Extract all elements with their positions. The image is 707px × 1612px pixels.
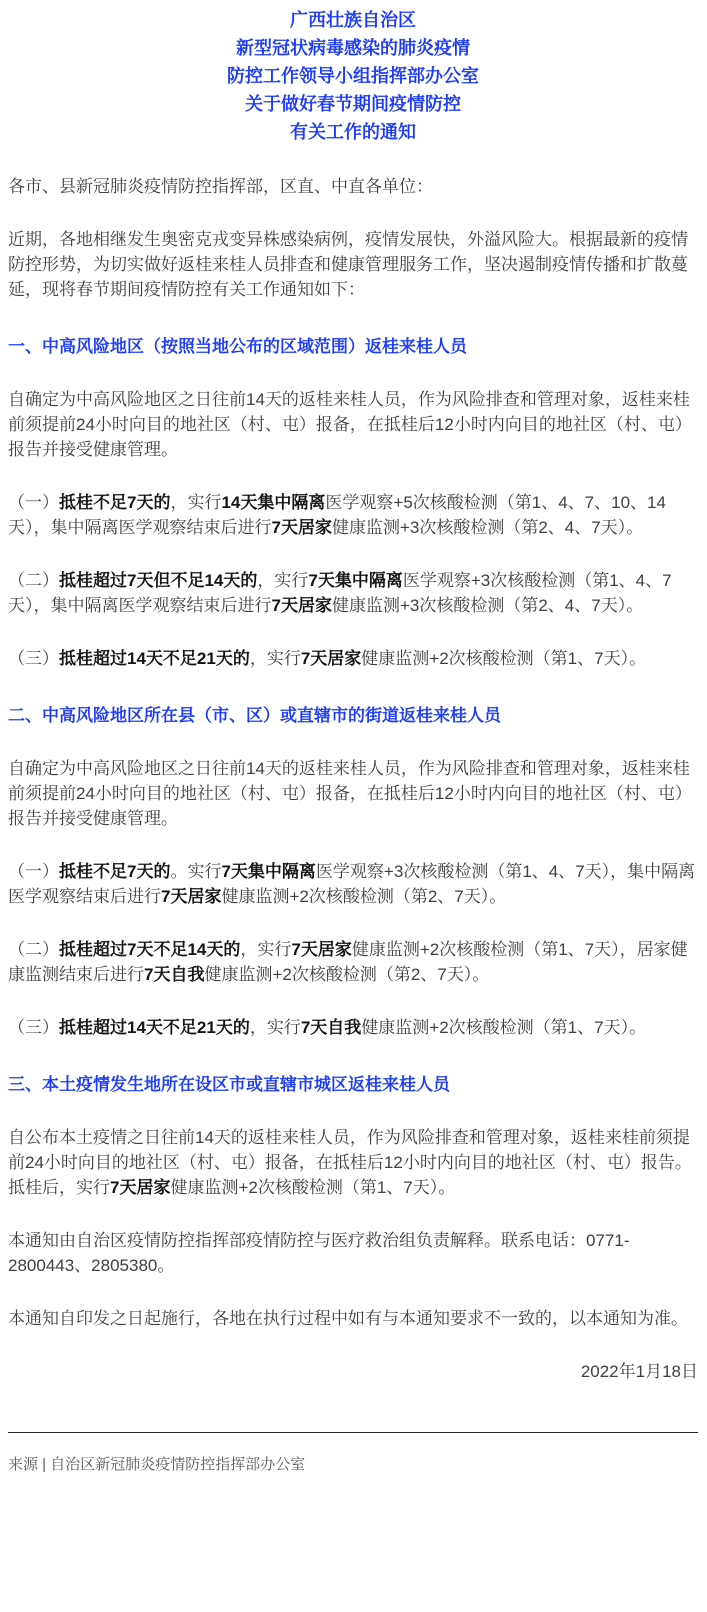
section-2	[8, 703, 698, 1040]
list-item: （三）抵桂超过14天不足21天的，实行7天居家健康监测+2次核酸检测（第1、7天）。	[8, 649, 647, 668]
section-1-paragraph: 自确定为中高风险地区之日往前14天的返桂来桂人员，作为风险排查和管理对象，返桂来桂前须提前24小时向目的地社区（村、屯）报备，在抵桂后12小时内向目的地社区（村、屯）报告并接受健康管理。	[8, 390, 692, 459]
list-item: （二）抵桂超过7天不足14天的，实行7天居家健康监测+2次核酸检测（第1、7天），居家健康监测结束后进行7天自我健康监测+2次核酸检测（第2、7天）。	[8, 940, 688, 984]
list-item: （二）抵桂超过7天但不足14天的，实行7天集中隔离医学观察+3次核酸检测（第1、4、7天），集中隔离医学观察结束后进行7天居家健康监测+3次核酸检测（第2、4、7天）。	[8, 571, 672, 615]
title-line: 有关工作的通知	[290, 122, 416, 142]
list-item: （一）抵桂不足7天的。实行7天集中隔离医学观察+3次核酸检测（第1、4、7天），集中隔离医学观察结束后进行7天居家健康监测+2次核酸检测（第2、7天）。	[8, 862, 696, 906]
section-2-paragraph: 自确定为中高风险地区之日往前14天的返桂来桂人员，作为风险排查和管理对象，返桂来桂前须提前24小时向目的地社区（村、屯）报备，在抵桂后12小时内向目的地社区（村、屯）报告并接受健康管理。	[8, 759, 692, 828]
intro-paragraph: 近期，各地相继发生奥密克戎变异株感染病例，疫情发展快，外溢风险大。根据最新的疫情防控形势，为切实做好返桂来桂人员排查和健康管理服务工作，坚决遏制疫情传播和扩散蔓延，现将春节期间疫情防控有关工作通知如下：	[8, 230, 688, 299]
salutation: 各市、县新冠肺炎疫情防控指挥部，区直、中直各单位：	[8, 177, 433, 196]
title-line: 关于做好春节期间疫情防控	[245, 94, 461, 114]
footer-divider	[8, 1432, 698, 1433]
section-3-heading: 三、本土疫情发生地所在设区市或直辖市城区返桂来桂人员	[8, 1075, 450, 1094]
closing-paragraph-effective: 本通知自印发之日起施行，各地在执行过程中如有与本通知要求不一致的，以本通知为准。	[8, 1309, 688, 1328]
section-1-heading: 一、中高风险地区（按照当地公布的区域范围）返桂来桂人员	[8, 337, 467, 356]
notice-title	[8, 6, 698, 146]
title-line: 新型冠状病毒感染的肺炎疫情	[236, 38, 470, 58]
section-1	[8, 334, 698, 671]
date-line: 2022年1月18日	[580, 1362, 698, 1381]
section-3	[8, 1072, 698, 1200]
list-item: （一）抵桂不足7天的，实行14天集中隔离医学观察+5次核酸检测（第1、4、7、10、14天），集中隔离医学观察结束后进行7天居家健康监测+3次核酸检测（第2、4、7天）。	[8, 493, 666, 537]
source-line: 来源 | 自治区新冠肺炎疫情防控指挥部办公室	[8, 1456, 306, 1473]
title-line: 防控工作领导小组指挥部办公室	[227, 66, 479, 86]
section-2-heading: 二、中高风险地区所在县（市、区）或直辖市的街道返桂来桂人员	[8, 706, 501, 725]
closing-paragraph-contact: 本通知由自治区疫情防控指挥部疫情防控与医疗救治组负责解释。联系电话：0771-2800443、2805380。	[8, 1231, 630, 1275]
list-item: （三）抵桂超过14天不足21天的，实行7天自我健康监测+2次核酸检测（第1、7天）。	[8, 1018, 647, 1037]
title-line: 广西壮族自治区	[290, 10, 416, 30]
section-3-paragraph: 自公布本土疫情之日往前14天的返桂来桂人员，作为风险排查和管理对象，返桂来桂前须提前24小时向目的地社区（村、屯）报备，在抵桂后12小时内向目的地社区（村、屯）报告。抵桂后，实行7天居家健康监测+2次核酸检测（第1、7天）。	[8, 1128, 692, 1197]
